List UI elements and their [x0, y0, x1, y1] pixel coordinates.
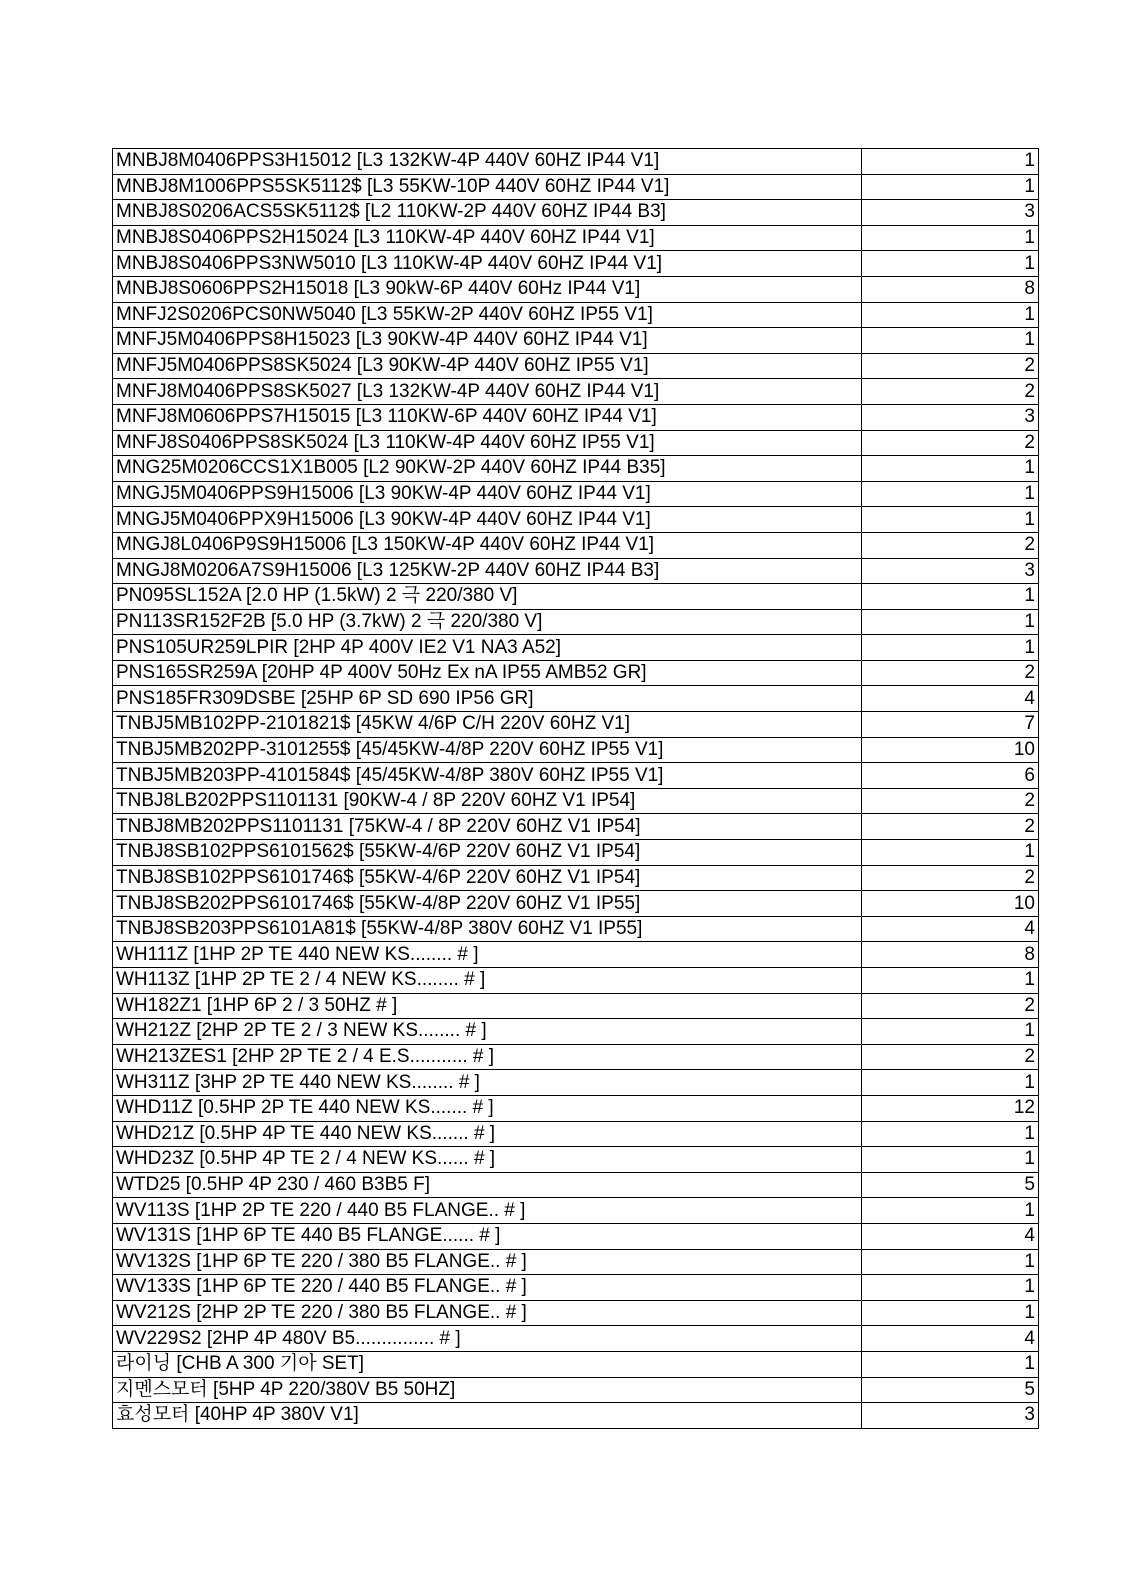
item-description-cell: 라이닝 [CHB A 300 기아 SET] [113, 1351, 862, 1377]
item-quantity-cell: 2 [862, 430, 1039, 456]
table-row [113, 968, 1039, 994]
item-quantity-cell: 4 [862, 686, 1039, 712]
item-description-cell: 지멘스모터 [5HP 4P 220/380V B5 50HZ] [113, 1377, 862, 1403]
table-row [113, 1377, 1039, 1403]
item-description-cell: MNBJ8S0206ACS5SK5112$ [L2 110KW-2P 440V 60HZ IP44 B3] [113, 200, 862, 226]
item-quantity-cell: 3 [862, 558, 1039, 584]
item-quantity-cell: 1 [862, 302, 1039, 328]
table-row [113, 660, 1039, 686]
item-quantity-cell: 4 [862, 1326, 1039, 1352]
table-row [113, 532, 1039, 558]
table-row [113, 276, 1039, 302]
table-row [113, 763, 1039, 789]
item-description-cell: WV133S [1HP 6P TE 220 / 440 B5 FLANGE.. # ] [113, 1275, 862, 1301]
item-quantity-cell: 1 [862, 1300, 1039, 1326]
item-quantity-cell: 5 [862, 1377, 1039, 1403]
item-description-cell: WH212Z [2HP 2P TE 2 / 3 NEW KS........ # ] [113, 1019, 862, 1045]
item-description-cell: MNBJ8S0406PPS2H15024 [L3 110KW-4P 440V 60HZ IP44 V1] [113, 225, 862, 251]
table-row [113, 558, 1039, 584]
item-quantity-cell: 6 [862, 763, 1039, 789]
table-row [113, 507, 1039, 533]
item-quantity-cell: 1 [862, 1249, 1039, 1275]
item-quantity-cell: 2 [862, 532, 1039, 558]
item-quantity-cell: 2 [862, 993, 1039, 1019]
item-quantity-cell: 4 [862, 1223, 1039, 1249]
item-description-cell: TNBJ8SB203PPS6101A81$ [55KW-4/8P 380V 60HZ V1 IP55] [113, 916, 862, 942]
item-quantity-cell: 3 [862, 200, 1039, 226]
table-row [113, 712, 1039, 738]
table-row [113, 1300, 1039, 1326]
table-row [113, 430, 1039, 456]
table-row [113, 916, 1039, 942]
item-quantity-cell: 2 [862, 814, 1039, 840]
inventory-table [112, 148, 1039, 1429]
item-description-cell: TNBJ8LB202PPS1101131 [90KW-4 / 8P 220V 60HZ V1 IP54] [113, 788, 862, 814]
table-row [113, 1070, 1039, 1096]
item-quantity-cell: 1 [862, 1275, 1039, 1301]
item-description-cell: TNBJ8SB202PPS6101746$ [55KW-4/8P 220V 60HZ V1 IP55] [113, 891, 862, 917]
item-description-cell: WH213ZES1 [2HP 2P TE 2 / 4 E.S........... # ] [113, 1044, 862, 1070]
item-description-cell: WV229S2 [2HP 4P 480V B5............... # ] [113, 1326, 862, 1352]
item-description-cell: TNBJ5MB202PP-3101255$ [45/45KW-4/8P 220V 60HZ IP55 V1] [113, 737, 862, 763]
item-description-cell: WTD25 [0.5HP 4P 230 / 460 B3B5 F] [113, 1172, 862, 1198]
table-row [113, 149, 1039, 175]
item-quantity-cell: 10 [862, 737, 1039, 763]
item-description-cell: WHD23Z [0.5HP 4P TE 2 / 4 NEW KS...... # ] [113, 1147, 862, 1173]
table-row [113, 481, 1039, 507]
item-description-cell: TNBJ5MB203PP-4101584$ [45/45KW-4/8P 380V 60HZ IP55 V1] [113, 763, 862, 789]
item-description-cell: TNBJ5MB102PP-2101821$ [45KW 4/6P C/H 220V 60HZ V1] [113, 712, 862, 738]
item-description-cell: WV132S [1HP 6P TE 220 / 380 B5 FLANGE.. # ] [113, 1249, 862, 1275]
table-row [113, 788, 1039, 814]
table-row [113, 840, 1039, 866]
item-description-cell: MNFJ5M0406PPS8H15023 [L3 90KW-4P 440V 60HZ IP44 V1] [113, 328, 862, 354]
item-description-cell: WH311Z [3HP 2P TE 440 NEW KS........ # ] [113, 1070, 862, 1096]
table-row [113, 814, 1039, 840]
table-row [113, 353, 1039, 379]
item-quantity-cell: 8 [862, 276, 1039, 302]
table-row [113, 404, 1039, 430]
table-row [113, 1249, 1039, 1275]
item-quantity-cell: 1 [862, 968, 1039, 994]
item-quantity-cell: 2 [862, 379, 1039, 405]
item-quantity-cell: 1 [862, 1351, 1039, 1377]
item-description-cell: WV131S [1HP 6P TE 440 B5 FLANGE...... # ] [113, 1223, 862, 1249]
table-row [113, 200, 1039, 226]
table-row [113, 942, 1039, 968]
item-quantity-cell: 3 [862, 1403, 1039, 1429]
item-description-cell: PNS185FR309DSBE [25HP 6P SD 690 IP56 GR] [113, 686, 862, 712]
table-row [113, 1019, 1039, 1045]
item-quantity-cell: 1 [862, 456, 1039, 482]
item-quantity-cell: 7 [862, 712, 1039, 738]
table-row [113, 686, 1039, 712]
item-description-cell: MNFJ8S0406PPS8SK5024 [L3 110KW-4P 440V 60HZ IP55 V1] [113, 430, 862, 456]
item-quantity-cell: 2 [862, 353, 1039, 379]
item-quantity-cell: 1 [862, 1121, 1039, 1147]
table-row [113, 1275, 1039, 1301]
item-quantity-cell: 1 [862, 1019, 1039, 1045]
item-quantity-cell: 1 [862, 1070, 1039, 1096]
table-row [113, 609, 1039, 635]
item-quantity-cell: 1 [862, 1198, 1039, 1224]
item-description-cell: MNGJ5M0406PPS9H15006 [L3 90KW-4P 440V 60HZ IP44 V1] [113, 481, 862, 507]
table-row [113, 456, 1039, 482]
item-quantity-cell: 2 [862, 865, 1039, 891]
item-quantity-cell: 8 [862, 942, 1039, 968]
table-row [113, 379, 1039, 405]
table-row [113, 225, 1039, 251]
item-quantity-cell: 1 [862, 635, 1039, 661]
item-description-cell: MNFJ8M0406PPS8SK5027 [L3 132KW-4P 440V 60HZ IP44 V1] [113, 379, 862, 405]
item-quantity-cell: 1 [862, 328, 1039, 354]
item-description-cell: TNBJ8SB102PPS6101562$ [55KW-4/6P 220V 60HZ V1 IP54] [113, 840, 862, 866]
item-description-cell: MNBJ8M0406PPS3H15012 [L3 132KW-4P 440V 60HZ IP44 V1] [113, 149, 862, 175]
item-description-cell: WH111Z [1HP 2P TE 440 NEW KS........ # ] [113, 942, 862, 968]
item-description-cell: MNFJ5M0406PPS8SK5024 [L3 90KW-4P 440V 60HZ IP55 V1] [113, 353, 862, 379]
item-description-cell: PNS105UR259LPIR [2HP 4P 400V IE2 V1 NA3 A52] [113, 635, 862, 661]
item-description-cell: WHD21Z [0.5HP 4P TE 440 NEW KS....... # ] [113, 1121, 862, 1147]
item-quantity-cell: 12 [862, 1095, 1039, 1121]
item-description-cell: MNBJ8S0406PPS3NW5010 [L3 110KW-4P 440V 60HZ IP44 V1] [113, 251, 862, 277]
item-quantity-cell: 5 [862, 1172, 1039, 1198]
item-description-cell: TNBJ8MB202PPS1101131 [75KW-4 / 8P 220V 60HZ V1 IP54] [113, 814, 862, 840]
item-quantity-cell: 1 [862, 609, 1039, 635]
table-row [113, 865, 1039, 891]
item-description-cell: WHD11Z [0.5HP 2P TE 440 NEW KS....... # ] [113, 1095, 862, 1121]
table-row [113, 1121, 1039, 1147]
table-row [113, 584, 1039, 610]
item-quantity-cell: 4 [862, 916, 1039, 942]
table-row [113, 1198, 1039, 1224]
table-row [113, 328, 1039, 354]
item-quantity-cell: 10 [862, 891, 1039, 917]
table-row [113, 635, 1039, 661]
inventory-sheet [112, 148, 1035, 1429]
item-description-cell: MNFJ8M0606PPS7H15015 [L3 110KW-6P 440V 60HZ IP44 V1] [113, 404, 862, 430]
item-description-cell: WH182Z1 [1HP 6P 2 / 3 50HZ # ] [113, 993, 862, 1019]
item-quantity-cell: 2 [862, 660, 1039, 686]
item-description-cell: MNBJ8M1006PPS5SK5112$ [L3 55KW-10P 440V 60HZ IP44 V1] [113, 174, 862, 200]
item-quantity-cell: 1 [862, 149, 1039, 175]
table-row [113, 737, 1039, 763]
item-quantity-cell: 1 [862, 840, 1039, 866]
item-description-cell: MNGJ5M0406PPX9H15006 [L3 90KW-4P 440V 60HZ IP44 V1] [113, 507, 862, 533]
item-description-cell: WV212S [2HP 2P TE 220 / 380 B5 FLANGE.. # ] [113, 1300, 862, 1326]
item-description-cell: PN113SR152F2B [5.0 HP (3.7kW) 2 극 220/380 V] [113, 609, 862, 635]
item-quantity-cell: 1 [862, 584, 1039, 610]
item-description-cell: MNG25M0206CCS1X1B005 [L2 90KW-2P 440V 60HZ IP44 B35] [113, 456, 862, 482]
table-row [113, 1223, 1039, 1249]
item-quantity-cell: 1 [862, 507, 1039, 533]
table-row [113, 993, 1039, 1019]
table-row [113, 1326, 1039, 1352]
item-description-cell: MNGJ8M0206A7S9H15006 [L3 125KW-2P 440V 60HZ IP44 B3] [113, 558, 862, 584]
item-quantity-cell: 1 [862, 1147, 1039, 1173]
item-quantity-cell: 1 [862, 251, 1039, 277]
item-quantity-cell: 2 [862, 788, 1039, 814]
inventory-table-body [113, 149, 1039, 1429]
item-quantity-cell: 1 [862, 225, 1039, 251]
table-row [113, 251, 1039, 277]
item-description-cell: MNBJ8S0606PPS2H15018 [L3 90kW-6P 440V 60Hz IP44 V1] [113, 276, 862, 302]
table-row [113, 302, 1039, 328]
table-row [113, 891, 1039, 917]
item-quantity-cell: 2 [862, 1044, 1039, 1070]
item-description-cell: MNFJ2S0206PCS0NW5040 [L3 55KW-2P 440V 60HZ IP55 V1] [113, 302, 862, 328]
table-row [113, 1044, 1039, 1070]
item-quantity-cell: 1 [862, 481, 1039, 507]
item-description-cell: PN095SL152A [2.0 HP (1.5kW) 2 극 220/380 V] [113, 584, 862, 610]
table-row [113, 1172, 1039, 1198]
table-row [113, 1403, 1039, 1429]
item-description-cell: PNS165SR259A [20HP 4P 400V 50Hz Ex nA IP55 AMB52 GR] [113, 660, 862, 686]
item-description-cell: MNGJ8L0406P9S9H15006 [L3 150KW-4P 440V 60HZ IP44 V1] [113, 532, 862, 558]
item-description-cell: 효성모터 [40HP 4P 380V V1] [113, 1403, 862, 1429]
table-row [113, 1351, 1039, 1377]
item-description-cell: WV113S [1HP 2P TE 220 / 440 B5 FLANGE.. # ] [113, 1198, 862, 1224]
item-description-cell: TNBJ8SB102PPS6101746$ [55KW-4/6P 220V 60HZ V1 IP54] [113, 865, 862, 891]
table-row [113, 1095, 1039, 1121]
item-quantity-cell: 1 [862, 174, 1039, 200]
item-quantity-cell: 3 [862, 404, 1039, 430]
table-row [113, 174, 1039, 200]
item-description-cell: WH113Z [1HP 2P TE 2 / 4 NEW KS........ # ] [113, 968, 862, 994]
table-row [113, 1147, 1039, 1173]
